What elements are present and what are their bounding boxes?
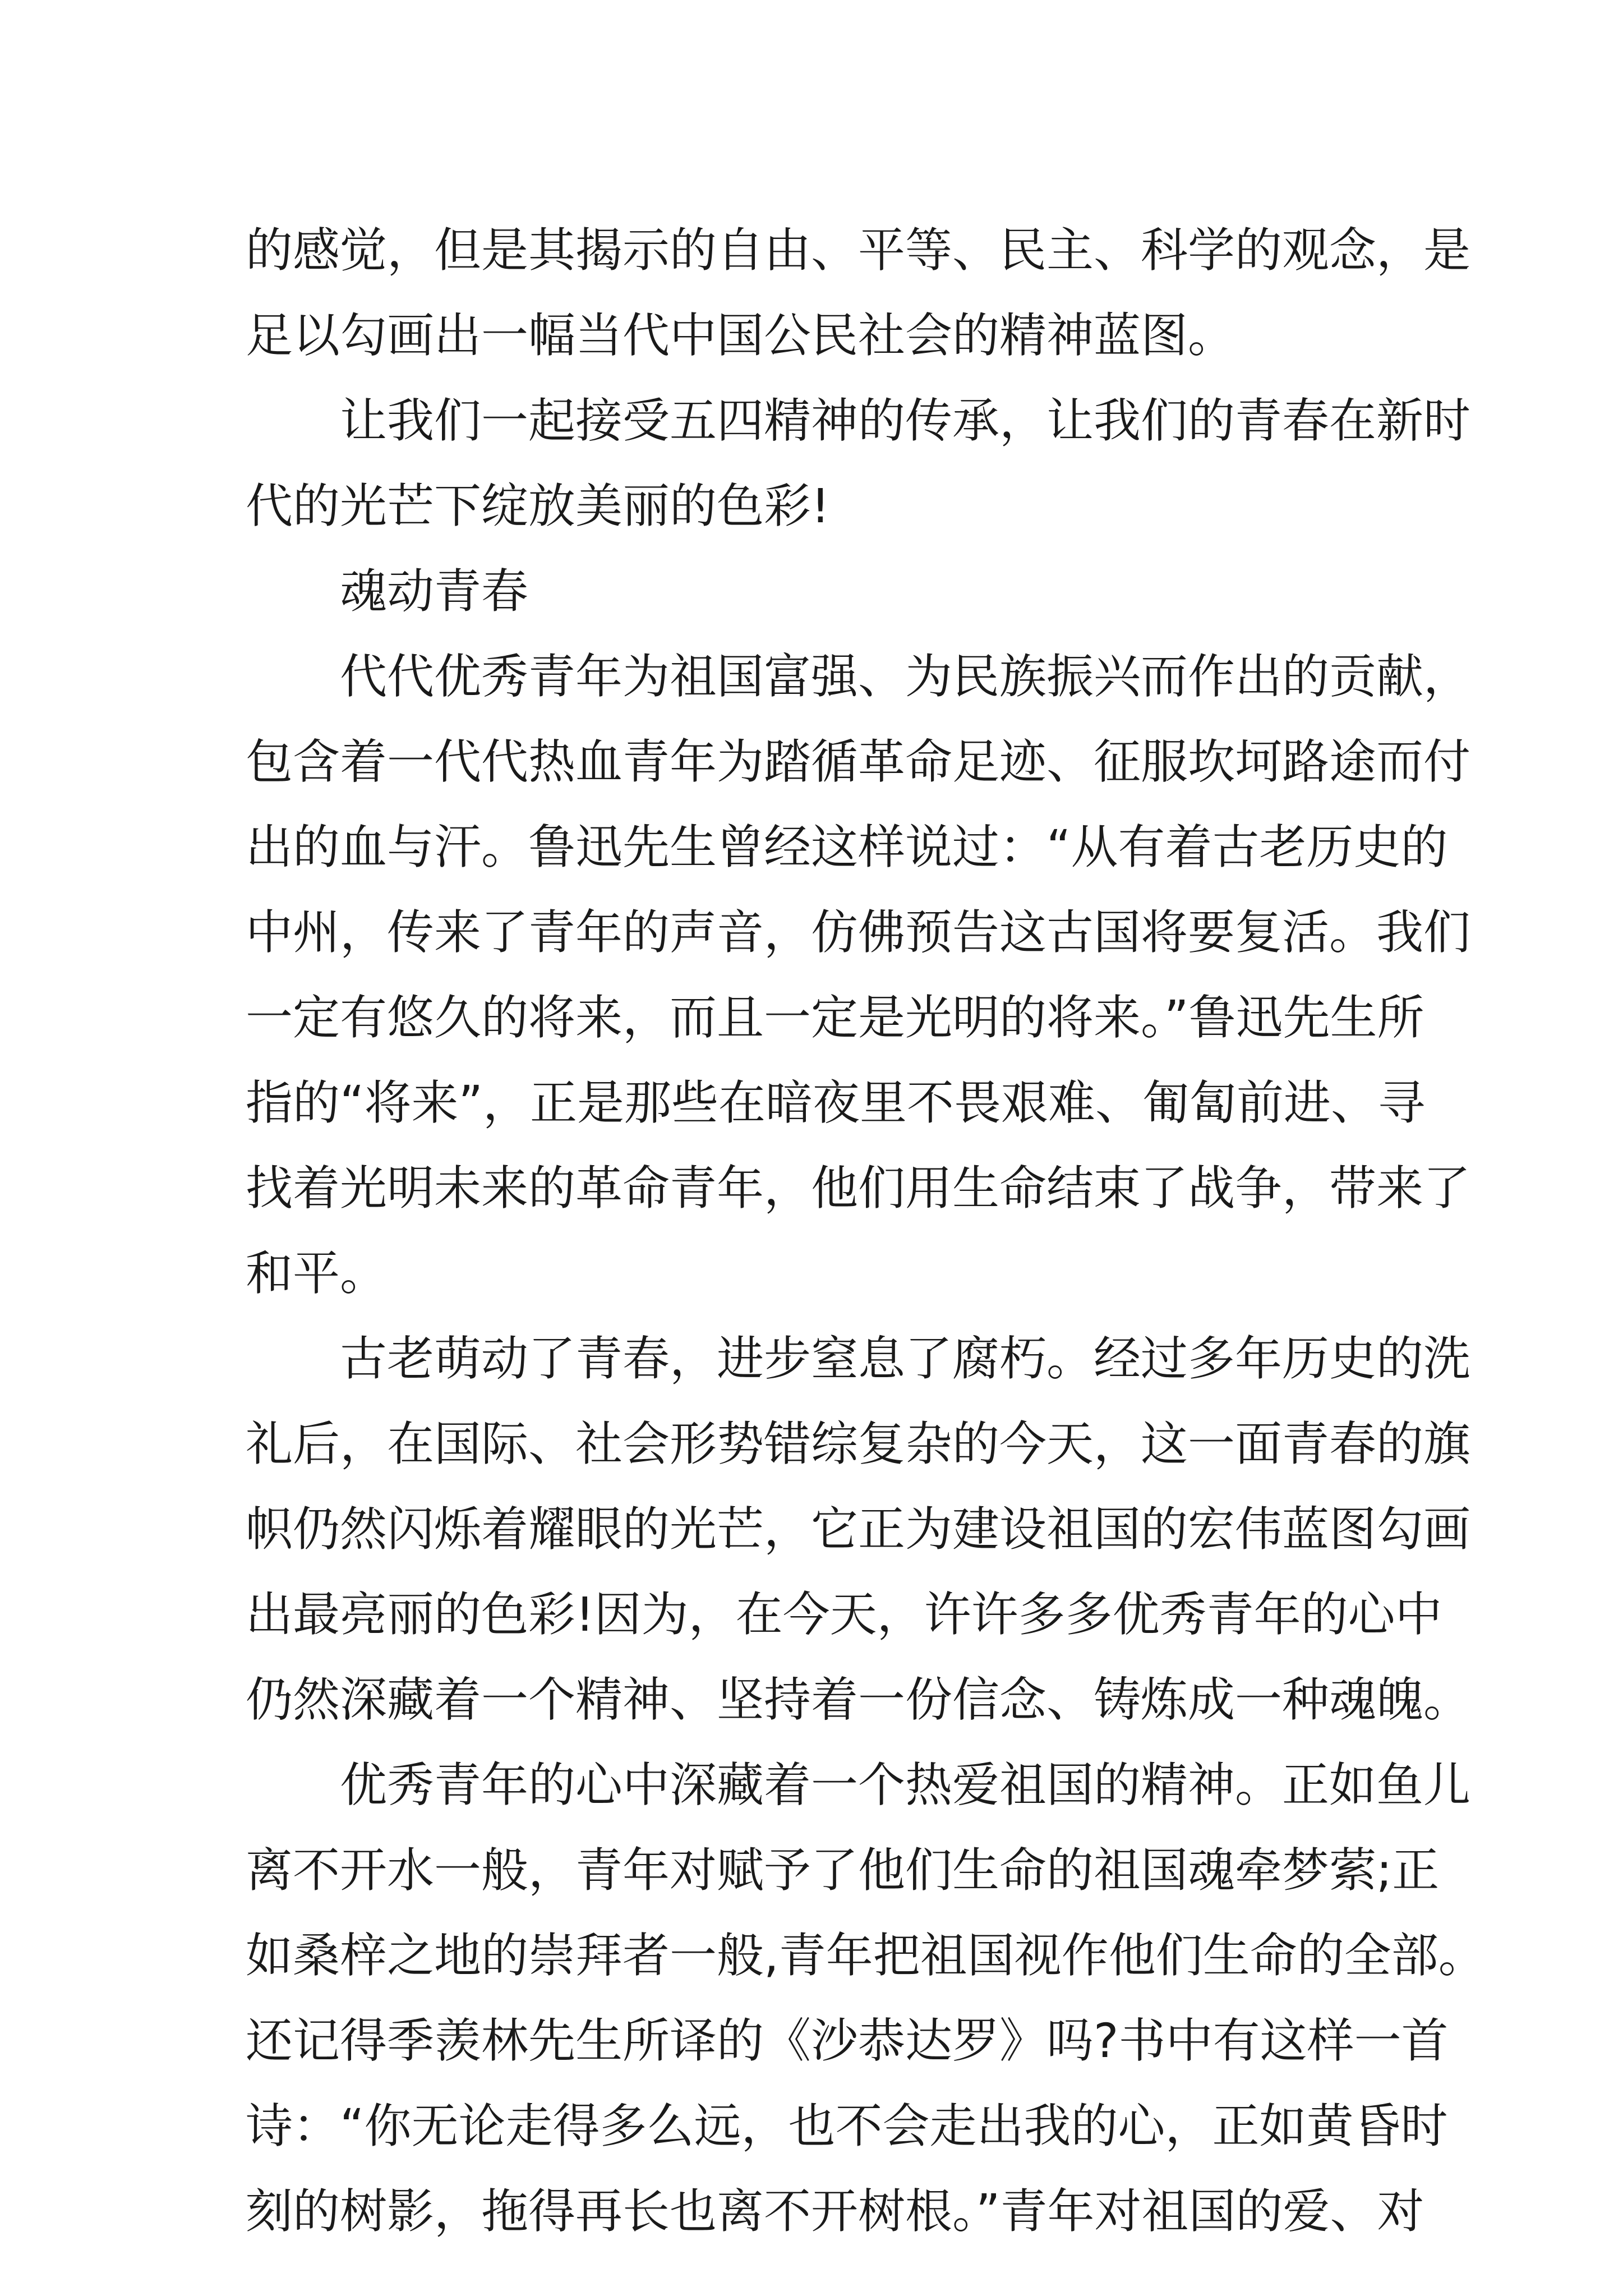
text-line: 让我们一起接受五四精神的传承，让我们的青春在新时	[340, 393, 1471, 448]
text-line: 刻的树影，拖得再长也离不开树根。”青年对祖国的爱、对	[246, 2184, 1424, 2239]
text-line: 离不开水一般，青年对赋予了他们生命的祖国魂牵梦萦;正	[246, 1843, 1440, 1898]
text-line: 代的光芒下绽放美丽的色彩!	[246, 478, 830, 533]
text-line: 优秀青年的心中深藏着一个热爱祖国的精神。正如鱼儿	[340, 1757, 1471, 1812]
text-line: 包含着一代代热血青年为踏循革命足迹、征服坎坷路途而付	[246, 734, 1471, 789]
text-line: 中州，传来了青年的声音，仿佛预告这古国将要复活。我们	[246, 905, 1471, 960]
text-line: 的感觉，但是其揭示的自由、平等、民主、科学的观念，是	[246, 223, 1471, 278]
text-line: 仍然深藏着一个精神、坚持着一份信念、铸炼成一种魂魄。	[246, 1672, 1471, 1727]
text-line: 古老萌动了青春，进步窒息了腐朽。经过多年历史的洗	[340, 1331, 1471, 1386]
text-line: 代代优秀青年为祖国富强、为民族振兴而作出的贡献，	[340, 649, 1471, 704]
text-line: 和平。	[246, 1246, 388, 1301]
text-line: 指的“将来”，正是那些在暗夜里不畏艰难、匍匐前进、寻	[246, 1075, 1426, 1130]
text-line: 还记得季羡林先生所译的《沙恭达罗》吗?书中有这样一首	[246, 2013, 1449, 2068]
text-line: 出的血与汗。鲁迅先生曾经这样说过：“从有着古老历史的	[246, 820, 1448, 875]
text-line: 诗：“你无论走得多么远，也不会走出我的心，正如黄昏时	[246, 2099, 1448, 2154]
text-line: 找着光明未来的革命青年，他们用生命结束了战争，带来了	[246, 1161, 1471, 1216]
text-line: 如桑梓之地的崇拜者一般,青年把祖国视作他们生命的全部。	[246, 1928, 1486, 1983]
body-text	[246, 208, 1486, 2254]
text-line: 魂动青春	[340, 564, 529, 619]
text-line: 礼后，在国际、社会形势错综复杂的今天，这一面青春的旗	[246, 1416, 1471, 1471]
text-line: 出最亮丽的色彩!因为，在今天，许许多多优秀青年的心中	[246, 1587, 1442, 1642]
text-line: 足以勾画出一幅当代中国公民社会的精神蓝图。	[246, 308, 1235, 363]
text-line: 一定有悠久的将来，而且一定是光明的将来。”鲁迅先生所	[246, 990, 1424, 1045]
text-line: 帜仍然闪烁着耀眼的光芒，它正为建设祖国的宏伟蓝图勾画	[246, 1502, 1471, 1557]
